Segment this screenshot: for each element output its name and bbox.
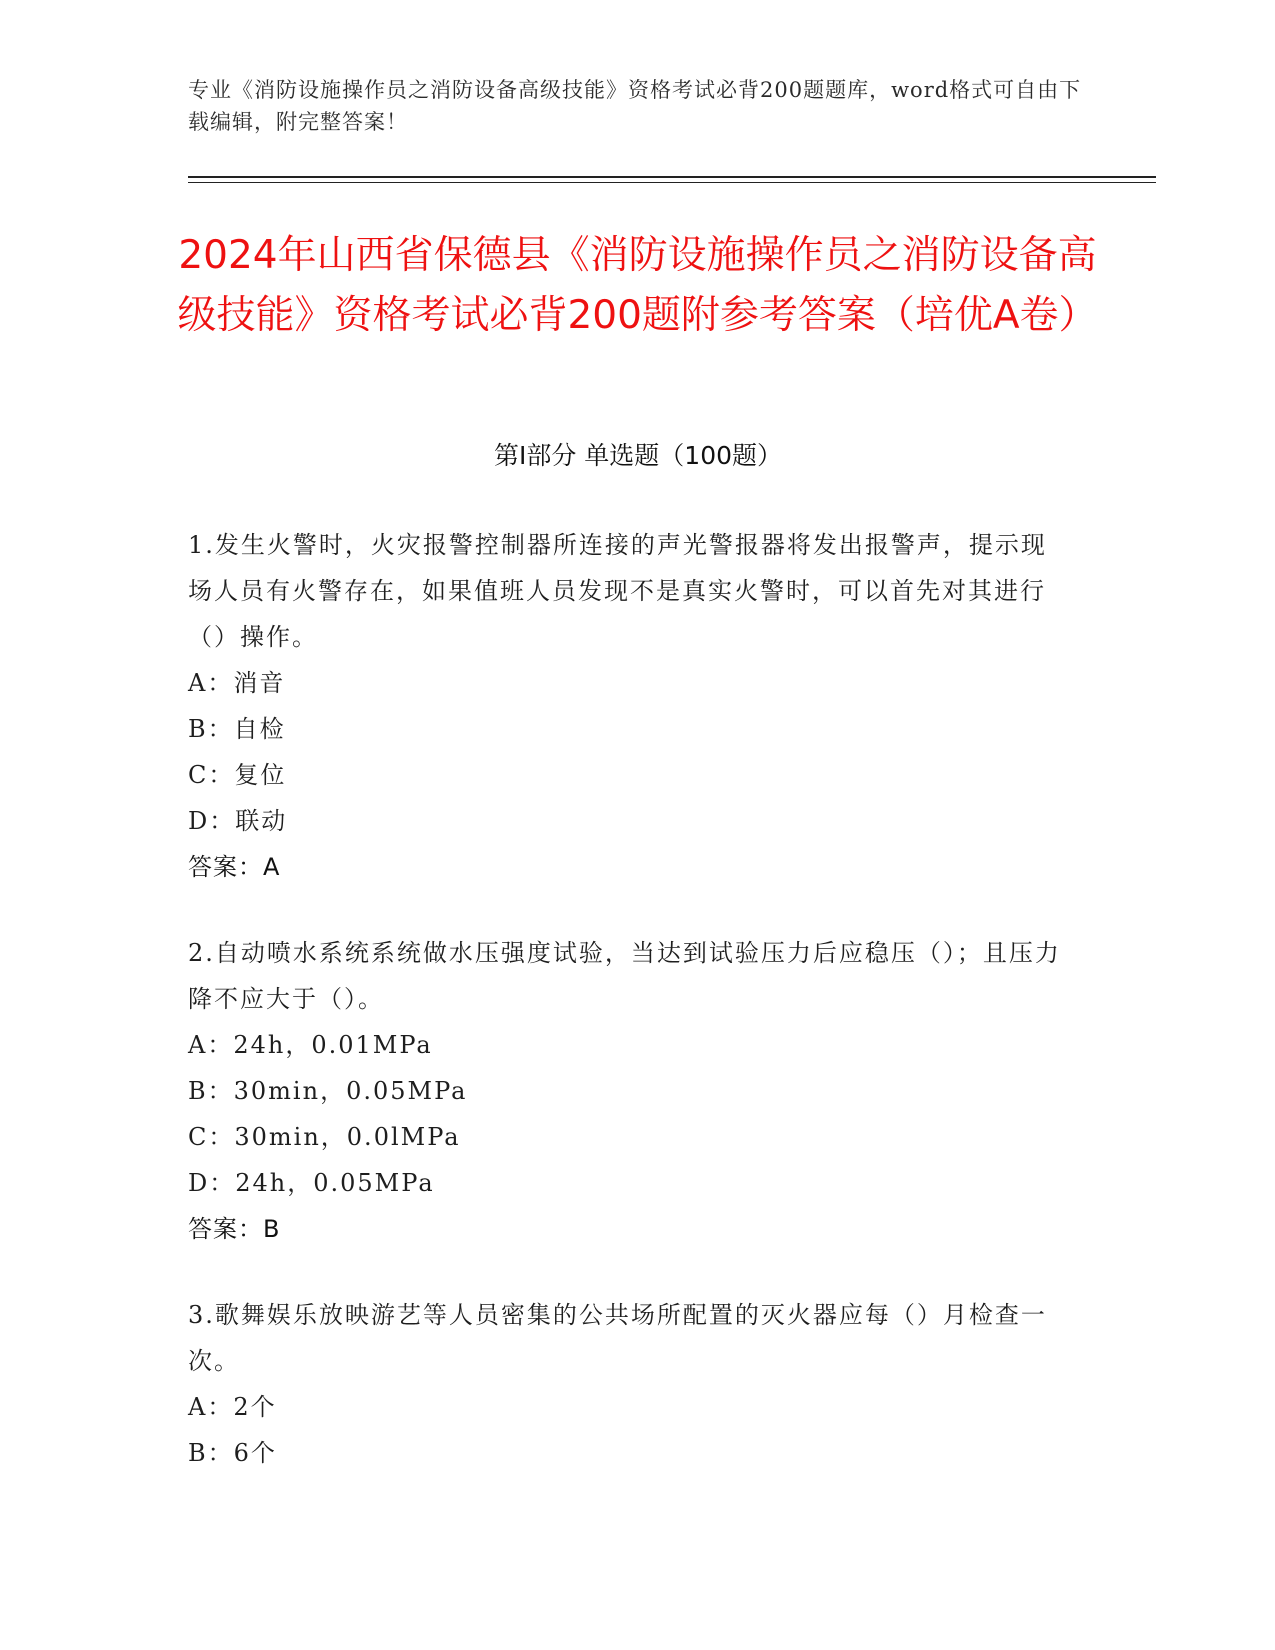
answer: 答案：A bbox=[188, 853, 281, 881]
option-d: D：24h，0.05MPa bbox=[188, 1169, 435, 1197]
option-b: B：6个 bbox=[188, 1439, 277, 1467]
section-title: 第Ⅰ部分 单选题（100题） bbox=[493, 441, 783, 470]
question-stem: 3.歌舞娱乐放映游艺等人员密集的公共场所配置的灭火器应每（）月检查一次。 bbox=[188, 1301, 1047, 1375]
option-d: D：联动 bbox=[188, 807, 288, 835]
option-a: A：2个 bbox=[188, 1393, 277, 1421]
header-note: 专业《消防设施操作员之消防设备高级技能》资格考试必背200题题库，word格式可自由下载编辑，附完整答案！ bbox=[188, 78, 1082, 134]
option-b: B：30min，0.05MPa bbox=[188, 1077, 468, 1105]
header-divider-thin bbox=[188, 182, 1156, 183]
option-a: A：消音 bbox=[188, 669, 286, 697]
option-b: B：自检 bbox=[188, 715, 286, 743]
answer: 答案：B bbox=[188, 1215, 281, 1243]
question-stem: 2.自动喷水系统系统做水压强度试验，当达到试验压力后应稳压（）；且压力降不应大于（）。 bbox=[188, 939, 1061, 1013]
question-stem: 1.发生火警时，火灾报警控制器所连接的声光警报器将发出报警声，提示现场人员有火警存在，如果值班人员发现不是真实火警时，可以首先对其进行（）操作。 bbox=[188, 531, 1047, 651]
question-1 bbox=[188, 522, 1068, 890]
question-3 bbox=[188, 1292, 1068, 1476]
header-divider-thick bbox=[188, 176, 1156, 178]
document-title: 2024年山西省保德县《消防设施操作员之消防设备高级技能》资格考试必背200题附参考答案（培优A卷） bbox=[177, 233, 1098, 338]
question-2 bbox=[188, 930, 1068, 1252]
option-a: A：24h，0.01MPa bbox=[188, 1031, 433, 1059]
option-c: C：30min，0.0lMPa bbox=[188, 1123, 461, 1151]
option-c: C：复位 bbox=[188, 761, 287, 789]
